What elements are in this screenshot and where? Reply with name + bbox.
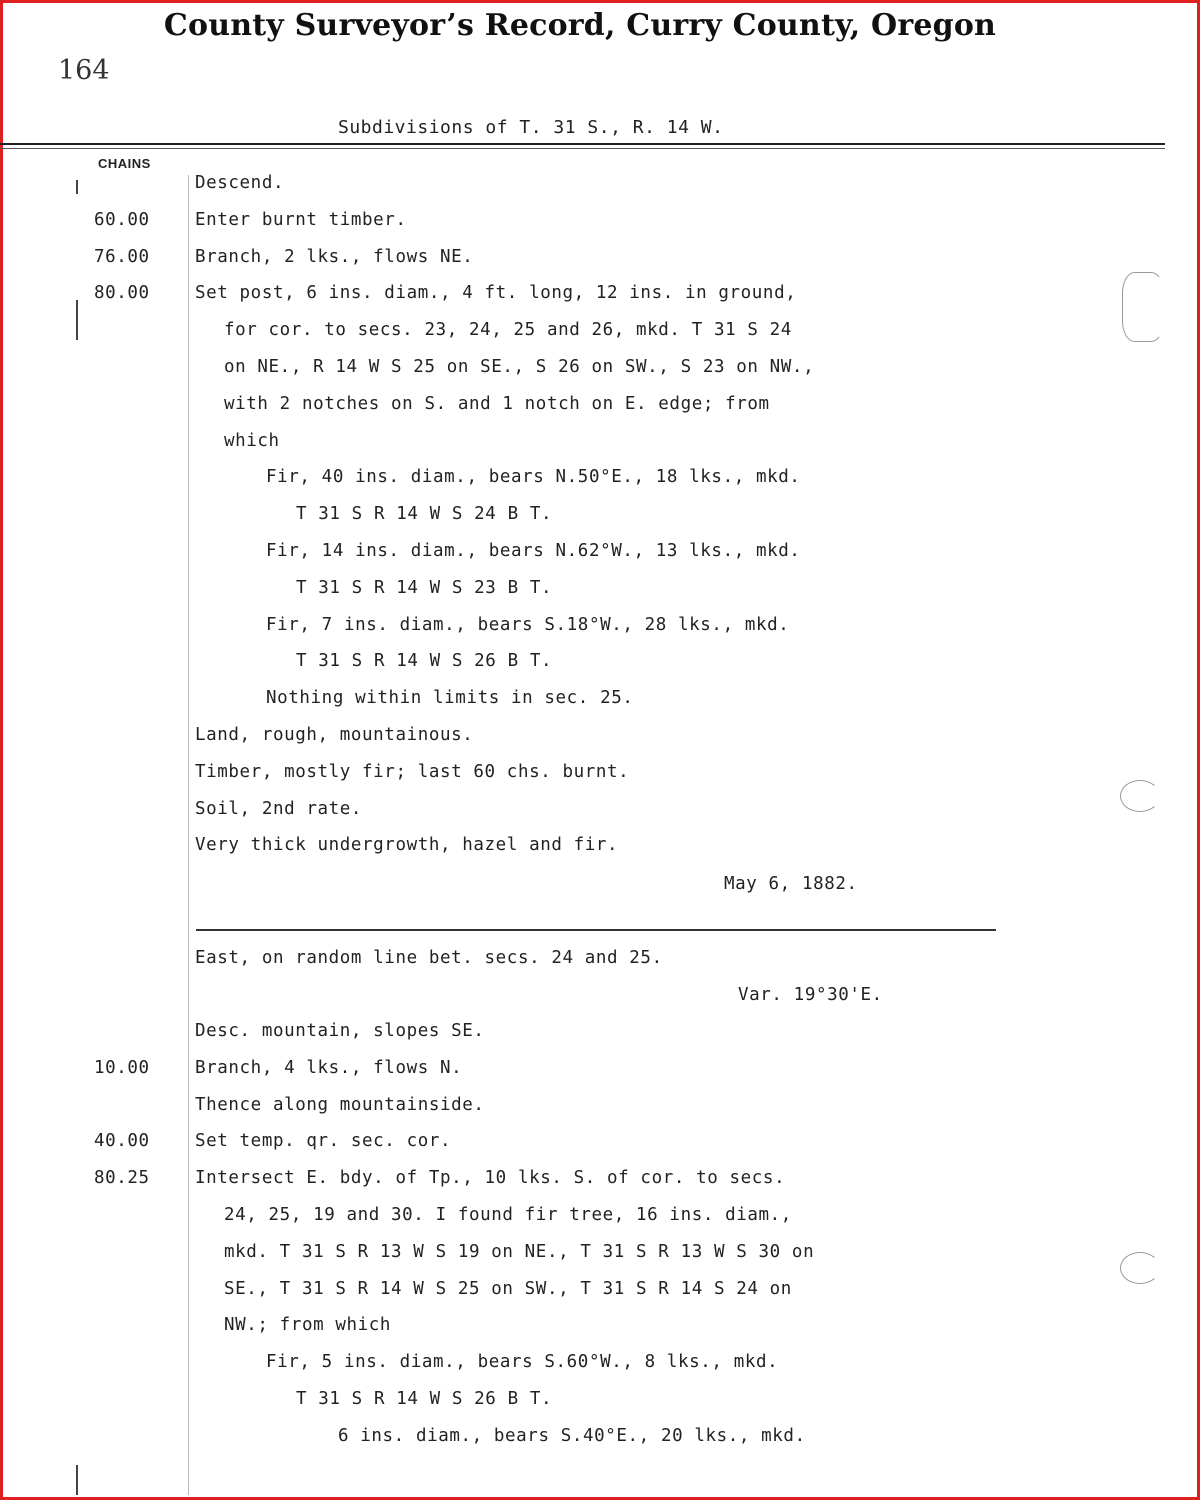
note-text: Fir, 5 ins. diam., bears S.60°W., 8 lks., mkd.	[266, 1352, 779, 1373]
margin-tick	[76, 1465, 78, 1495]
chain-distance: 10.00	[94, 1057, 150, 1078]
note-line	[0, 799, 1200, 829]
note-text: Thence along mountainside.	[195, 1094, 485, 1115]
note-text: Timber, mostly fir; last 60 chs. burnt.	[195, 761, 630, 782]
note-text: SE., T 31 S R 14 W S 25 on SW., T 31 S R 14 S 24 on	[224, 1278, 792, 1299]
note-line	[0, 688, 1200, 718]
note-line	[0, 431, 1200, 461]
chain-distance: 40.00	[94, 1131, 150, 1152]
note-line	[0, 247, 1200, 277]
note-line	[0, 762, 1200, 792]
page-title: County Surveyor’s Record, Curry County, Oregon	[163, 8, 997, 43]
magnetic-variation: Var. 19°30'E.	[738, 985, 883, 1005]
note-text: Fir, 14 ins. diam., bears N.62°W., 13 lks., mkd.	[266, 541, 801, 561]
note-line	[0, 651, 1200, 681]
note-text: Branch, 2 lks., flows NE.	[195, 246, 474, 267]
section-separator	[196, 929, 996, 931]
note-line	[0, 320, 1200, 350]
section2-heading-row	[0, 948, 1200, 978]
note-line	[0, 394, 1200, 424]
note-line	[0, 1389, 1200, 1419]
note-text: with 2 notches on S. and 1 notch on E. edge; from	[224, 393, 770, 414]
note-line	[0, 1131, 1200, 1161]
note-text: T 31 S R 14 W S 24 B T.	[296, 504, 553, 525]
section2-heading: East, on random line bet. secs. 24 and 25.	[195, 948, 663, 968]
note-text: Branch, 4 lks., flows N.	[195, 1057, 463, 1078]
note-text: Enter burnt timber.	[195, 209, 407, 230]
note-line	[0, 1168, 1200, 1198]
note-text: Intersect E. bdy. of Tp., 10 lks. S. of cor. to secs.	[195, 1168, 786, 1189]
note-line	[0, 1279, 1200, 1309]
note-line	[0, 467, 1200, 497]
note-text: Very thick undergrowth, hazel and fir.	[195, 835, 619, 856]
note-text: T 31 S R 14 W S 26 B T.	[296, 651, 553, 672]
note-text: 24, 25, 19 and 30. I found fir tree, 16 ins. diam.,	[224, 1205, 792, 1225]
header-rule-thin	[0, 148, 1165, 149]
note-line	[0, 615, 1200, 645]
note-text: NW.; from which	[224, 1315, 392, 1336]
note-line	[0, 1058, 1200, 1088]
note-line	[0, 504, 1200, 534]
date-row	[0, 874, 1200, 904]
note-line	[0, 1205, 1200, 1235]
note-line	[0, 1315, 1200, 1345]
note-text: on NE., R 14 W S 25 on SE., S 26 on SW., S 23 on NW.,	[224, 357, 815, 377]
note-line	[0, 1352, 1200, 1382]
note-text: mkd. T 31 S R 13 W S 19 on NE., T 31 S R 13 W S 30 on	[224, 1241, 815, 1262]
note-text: Soil, 2nd rate.	[195, 798, 363, 819]
note-line	[0, 173, 1200, 203]
note-line	[0, 541, 1200, 571]
note-text: Set post, 6 ins. diam., 4 ft. long, 12 ins. in ground,	[195, 283, 797, 304]
note-line	[0, 357, 1200, 387]
chain-distance: 60.00	[94, 209, 150, 230]
note-line	[0, 1242, 1200, 1272]
note-text: for cor. to secs. 23, 24, 25 and 26, mkd. T 31 S 24	[224, 320, 792, 341]
chain-distance: 80.00	[94, 283, 150, 304]
note-text: T 31 S R 14 W S 26 B T.	[296, 1389, 553, 1409]
note-line	[0, 1426, 1200, 1456]
page-number: 164	[58, 55, 110, 86]
variation-row	[0, 985, 1200, 1015]
note-line	[0, 283, 1200, 313]
note-line	[0, 578, 1200, 608]
note-text: Fir, 7 ins. diam., bears S.18°W., 28 lks., mkd.	[266, 614, 790, 635]
note-line	[0, 1021, 1200, 1051]
note-text: Fir, 40 ins. diam., bears N.50°E., 18 lks., mkd.	[266, 467, 801, 488]
entry-date: May 6, 1882.	[724, 874, 858, 894]
note-text: Set temp. qr. sec. cor.	[195, 1131, 452, 1152]
note-text: T 31 S R 14 W S 23 B T.	[296, 577, 553, 598]
note-text: 6 ins. diam., bears S.40°E., 20 lks., mkd.	[338, 1425, 806, 1446]
page-subtitle: Subdivisions of T. 31 S., R. 14 W.	[338, 117, 724, 138]
note-line	[0, 725, 1200, 755]
note-text: Desc. mountain, slopes SE.	[195, 1021, 485, 1041]
chains-column-label: CHAINS	[98, 156, 151, 171]
note-line	[0, 1095, 1200, 1125]
note-line	[0, 210, 1200, 240]
note-text: Descend.	[195, 173, 285, 193]
note-text: Land, rough, mountainous.	[195, 725, 474, 745]
note-text: Nothing within limits in sec. 25.	[266, 688, 634, 709]
note-text: which	[224, 430, 280, 451]
chain-distance: 76.00	[94, 246, 150, 267]
chain-distance: 80.25	[94, 1168, 150, 1189]
header-rule	[0, 143, 1165, 145]
note-line	[0, 835, 1200, 865]
